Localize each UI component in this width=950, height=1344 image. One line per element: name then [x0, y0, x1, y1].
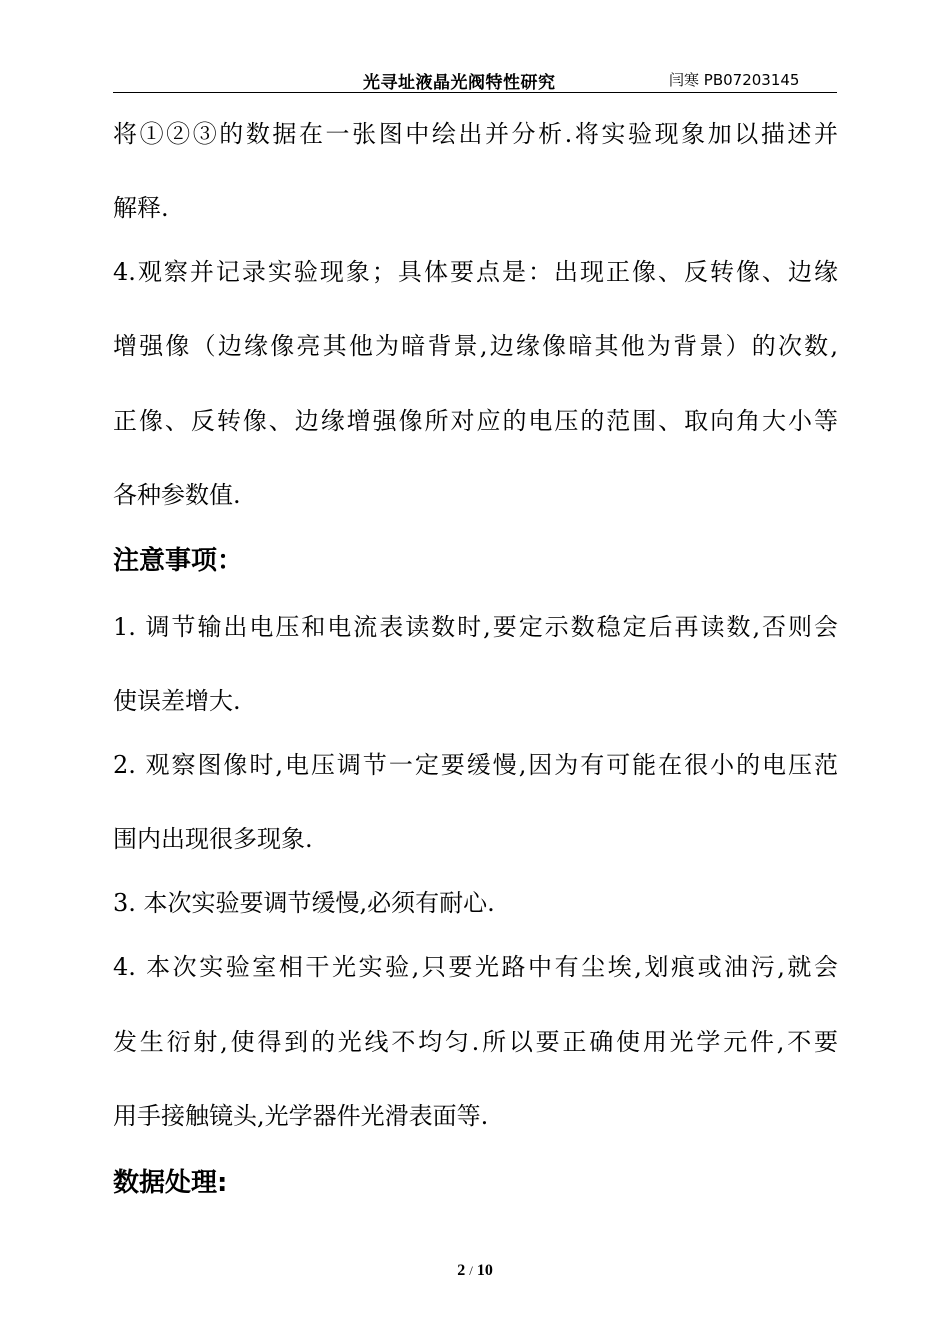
header-author: 闫寒 PB07203145: [669, 71, 800, 89]
note-line: 使误差增大.: [113, 687, 241, 715]
note-line: 围内出现很多现象.: [113, 825, 313, 853]
note-line: 用手接触镜头,光学器件光滑表面等.: [113, 1102, 489, 1130]
note-line: 2. 观察图像时,电压调节一定要缓慢,因为有可能在很小的电压范: [113, 751, 838, 779]
page-header: [113, 66, 837, 93]
body-line: 4.观察并记录实验现象；具体要点是：出现正像、反转像、边缘: [113, 258, 838, 286]
note-line: 发生衍射,使得到的光线不均匀.所以要正确使用光学元件,不要: [113, 1028, 838, 1056]
note-line: 3. 本次实验要调节缓慢,必须有耐心.: [113, 889, 495, 917]
page-current: 2: [457, 1262, 466, 1279]
body-line: 各种参数值.: [113, 481, 241, 509]
body-line: 正像、反转像、边缘增强像所对应的电压的范围、取向角大小等: [113, 407, 838, 435]
note-line: 4. 本次实验室相干光实验,只要光路中有尘埃,划痕或油污,就会: [113, 953, 838, 981]
notes-heading: 注意事项：: [113, 546, 244, 576]
body-line: 解释.: [113, 194, 169, 222]
note-line: 1. 调节输出电压和电流表读数时,要定示数稳定后再读数,否则会: [113, 613, 838, 641]
header-title: 光寻址液晶光阀特性研究: [363, 73, 556, 93]
page-number: [0, 1262, 950, 1280]
page-total: 10: [476, 1262, 493, 1279]
data-processing-heading: 数据处理:: [113, 1168, 228, 1198]
page-separator: /: [469, 1263, 473, 1278]
body-line: 增强像（边缘像亮其他为暗背景,边缘像暗其他为背景）的次数,: [113, 332, 838, 360]
body-line: 将①②③的数据在一张图中绘出并分析.将实验现象加以描述并: [113, 120, 838, 148]
